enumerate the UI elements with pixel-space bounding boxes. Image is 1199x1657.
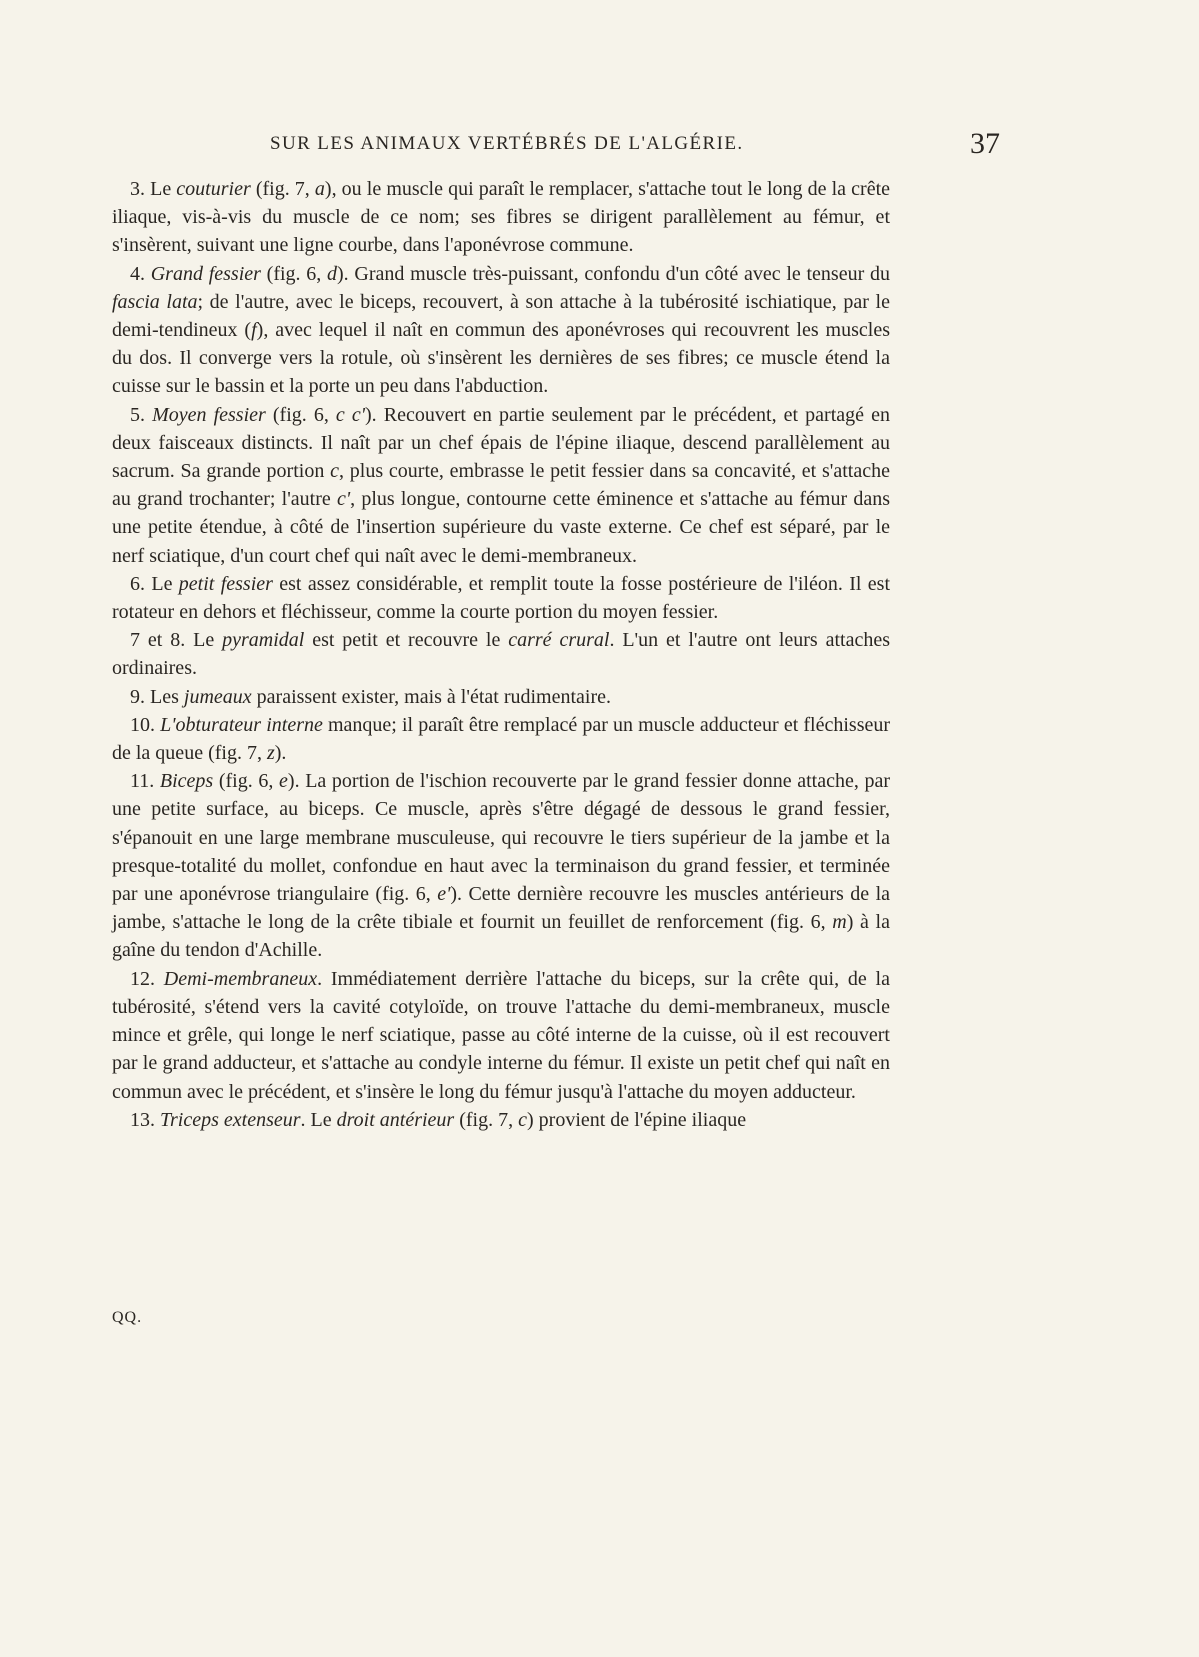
- paragraph-9-jumeaux: 9. Les jumeaux paraissent exister, mais à l'état rudimentaire.: [130, 685, 611, 708]
- term-fascia-lata: fascia lata: [112, 290, 198, 313]
- term-triceps-extenseur: Triceps extenseur: [160, 1108, 301, 1131]
- paragraph-7-8-pyramidal: 7 et 8. Le pyramidal est petit et recouvre le carré crural. L'un et l'autre ont leurs attaches ordinaires.: [112, 629, 891, 680]
- term-petit-fessier: petit fessier: [178, 572, 273, 595]
- paragraph-3-couturier: 3. Le couturier (fig. 7, a), ou le muscle qui paraît le remplacer, s'attache tout le long de la crête iliaque, vis-à-vis du muscle de ce nom; ses fibres se dirigent parallèlement au fémur, et s'insèrent, suivant une ligne courbe, dans l'aponévrose commune.: [112, 178, 890, 257]
- term-obturateur-interne: L'obturateur interne: [160, 713, 323, 736]
- term-jumeaux: jumeaux: [183, 685, 252, 708]
- term-demi-membraneux: Demi-membraneux: [163, 967, 318, 990]
- paragraph-6-petit-fessier: 6. Le petit fessier est assez considérable, et remplit toute la fosse postérieure de l'iléon. Il est rotateur en dehors et fléchisseur, comme la courte portion du moyen fessier.: [112, 572, 891, 624]
- term-grand-fessier: Grand fessier: [150, 262, 261, 285]
- running-title: SUR LES ANIMAUX VERTÉBRÉS DE L'ALGÉRIE.: [270, 133, 744, 154]
- body-text: [112, 175, 890, 1134]
- term-moyen-fessier: Moyen fessier: [152, 403, 266, 426]
- paragraph-10-obturateur: 10. L'obturateur interne manque; il paraît être remplacé par un muscle adducteur et fléchisseur de la queue (fig. 7, z).: [112, 713, 891, 765]
- running-head: [110, 127, 1000, 163]
- paragraph-5-moyen-fessier: 5. Moyen fessier (fig. 6, c c'). Recouvert en partie seulement par le précédent, et partagé en deux faisceaux distincts. Il naît par un chef épais de l'épine iliaque, descend parallèlement au sacrum. Sa grande portion c, plus courte, embrasse le petit fessier dans sa concavité, et s'attache au grand trochanter; l'autre c', plus longue, contourne cette éminence et s'attache au fémur dans une petite étendue, à côté de l'insertion supérieure du vaste externe. Ce chef est séparé, par le nerf sciatique, d'un court chef qui naît avec le demi-membraneux.: [112, 403, 891, 567]
- term-pyramidal: pyramidal: [222, 629, 305, 652]
- term-droit-anterieur: droit antérieur: [336, 1108, 455, 1131]
- term-carre-crural: carré crural: [508, 629, 610, 652]
- paragraph-11-biceps: 11. Biceps (fig. 6, e). La portion de l'ischion recouverte par le grand fessier donne attache, par une petite surface, au biceps. Ce muscle, après s'être dégagé de dessous le grand fessier, s'épanouit en une large membrane musculeuse, qui recouvre le tiers supérieur de la jambe et la presque-totalité du mollet, confondue en haut avec la terminaison du grand fessier, et terminée par une aponévrose triangulaire (fig. 6, e'). Cette dernière recouvre les muscles antérieurs de la jambe, s'attache le long de la crête tibiale et fournit un feuillet de renforcement (fig. 6, m) à la gaîne du tendon d'Achille.: [112, 770, 890, 962]
- term-couturier: couturier: [176, 178, 251, 200]
- paragraph-13-triceps: 13. Triceps extenseur. Le droit antérieur (fig. 7, c) provient de l'épine iliaque: [130, 1108, 747, 1131]
- page-number: 37: [970, 127, 1000, 160]
- paragraph-4-grand-fessier: 4. Grand fessier (fig. 6, d). Grand muscle très-puissant, confondu d'un côté avec le tenseur du fascia lata; de l'autre, avec le biceps, recouvert, à son attache à la tubérosité ischiatique, par le demi-tendineux (f), avec lequel il naît en commun des aponévroses qui recouvrent les muscles du dos. Il converge vers la rotule, où s'insèrent les dernières de ses fibres; ce muscle étend la cuisse sur le bassin et la porte un peu dans l'abduction.: [112, 262, 890, 398]
- term-biceps: Biceps: [159, 770, 214, 793]
- signature-mark: QQ.: [112, 1309, 143, 1326]
- paragraph-12-demi-membraneux: 12. Demi-membraneux. Immédiatement derrière l'attache du biceps, sur la crête qui, de la tubérosité, s'étend vers la cavité cotyloïde, on trouve l'attache du demi-membraneux, muscle mince et grêle, qui longe le nerf sciatique, passe au côté interne de la cuisse, où il est recouvert par le grand adducteur, et s'attache au condyle interne du fémur. Il existe un petit chef qui naît en commun avec le précédent, et s'insère le long du fémur jusqu'à l'attache du moyen adducteur.: [112, 967, 890, 1103]
